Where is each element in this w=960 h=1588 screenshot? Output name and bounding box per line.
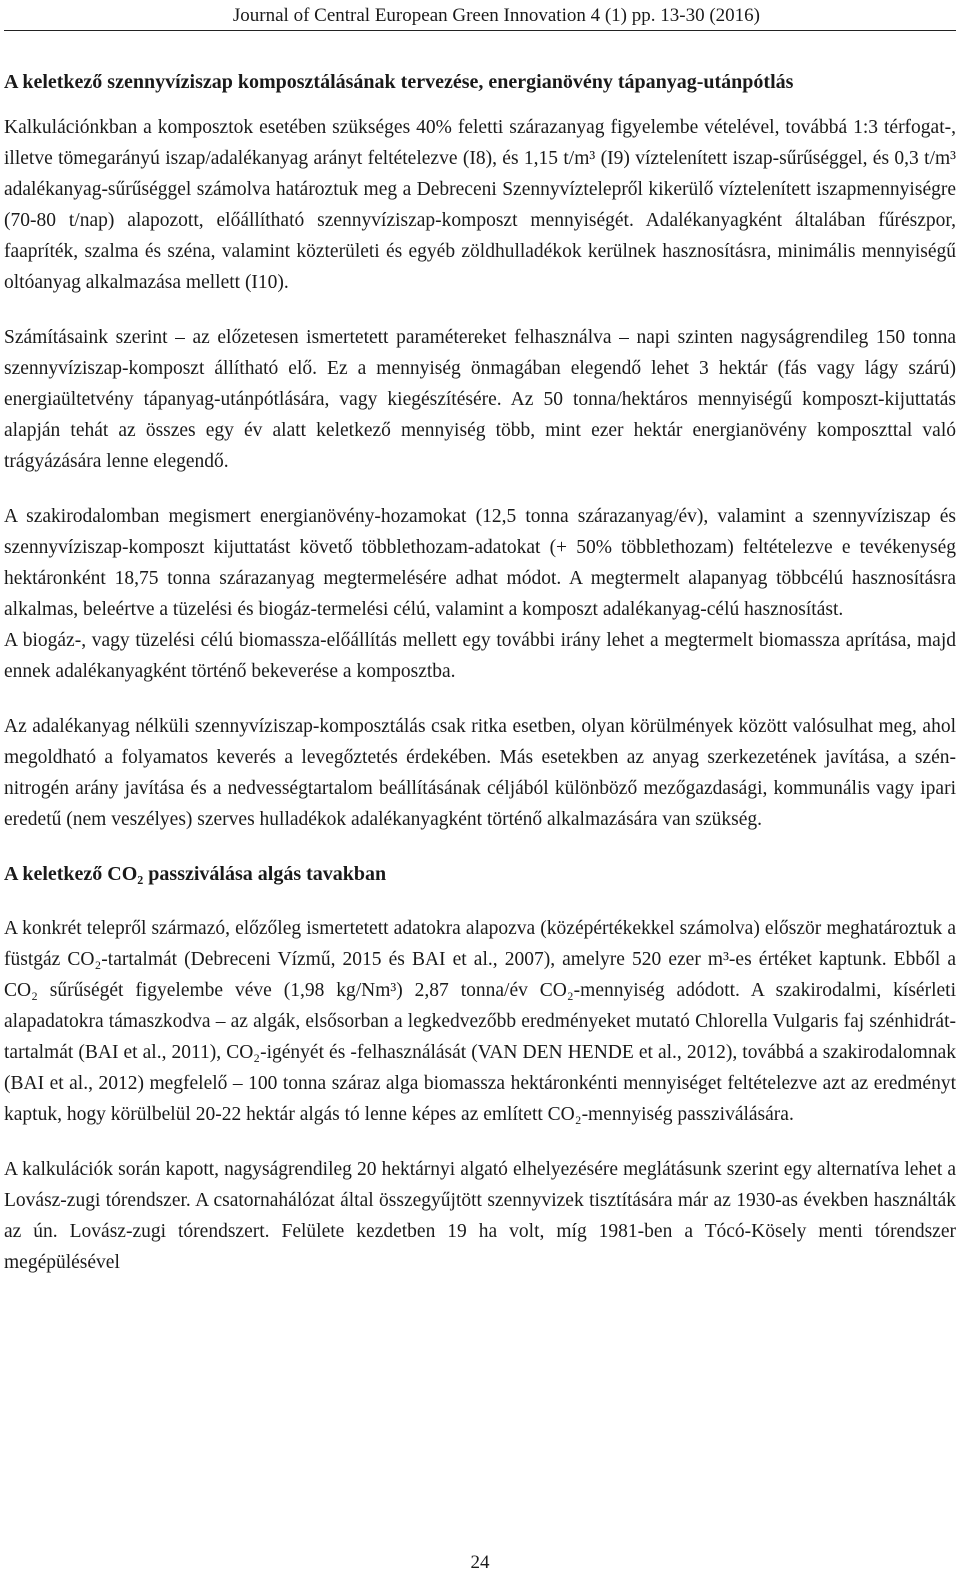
header-rule xyxy=(4,30,956,31)
body-paragraph: Az adalékanyag nélküli szennyvíziszap-komposztálás csak ritka esetben, olyan körülmények között valósulhat meg, ahol megoldható a folyamatos keverés a levegőztetés érdekében. Más esetekben az anyag szerkezetének javítása, a szén-nitrogén arány javítása és a nedvességtartalom beállításának céljából különböző mezőgazdasági, kommunális vagy ipari eredetű (nem veszélyes) szerves hulladékok adalékanyagként történő alkalmazására van szükség. xyxy=(4,716,956,830)
section-heading: A keletkező szennyvíziszap komposztálásának tervezése, energianövény tápanyag-utánpótlás xyxy=(4,71,794,93)
page-body xyxy=(4,67,956,1278)
body-paragraph: Számításaink szerint – az előzetesen ismertetett paramétereket felhasználva – napi szinten nagyságrendileg 150 tonna szennyvíziszap-komposzt állítható elő. Ez a mennyiség önmagában elegendő lehet 3 hektár (fás vagy lágy szárú) energiaültetvény tápanyag-utánpótlására, vagy kiegészítésére. Az 50 tonna/hektáros mennyiségű komposzt-kijuttatás alapján tehát az összes egy év alatt keletkező mennyiség több, mint ezer hektár energianövény komposzttal való trágyázására lenne elegendő. xyxy=(4,327,956,472)
page-number: 24 xyxy=(470,1552,490,1573)
body-paragraph: A konkrét telepről származó, előzőleg ismertetett adatokra alapozva (középértékekkel számolva) először meghatároztuk a füstgáz CO₂-tartalmát (Debreceni Vízmű, 2015 és BAI et al., 2007), amelyre 520 ezer m³-es értéket kaptunk. Ebből a CO₂ sűrűségét figyelembe véve (1,98 kg/Nm³) 2,87 tonna/év CO₂-mennyiség adódott. A szakirodalmi, kísérleti alapadatokra támaszkodva – az algák, elsősorban a legkedvezőbb eredményeket mutató Chlorella Vulgaris faj szénhidrát-tartalmát (BAI et al., 2011), CO₂-igényét és -felhasználását (VAN DEN HENDE et al., 2012), továbbá a szakirodalomnak (BAI et al., 2012) megfelelő – 100 tonna száraz alga biomassza hektáronkénti mennyiséget feltételezve azt az eredményt kaptuk, hogy körülbelül 20-22 hektár algás tó lenne képes az említett CO₂-mennyiség passziválására. xyxy=(4,918,956,1125)
running-header: Journal of Central European Green Innovation 4 (1) pp. 13-30 (2016) xyxy=(232,5,760,26)
body-paragraph: Kalkulációnkban a komposztok esetében szükséges 40% feletti szárazanyag figyelembe vételével, továbbá 1:3 térfogat-, illetve tömegarányú iszap/adalékanyag arányt feltételezve (I8), és 1,15 t/m³ (I9) víztelenített iszap-sűrűséggel, és 0,3 t/m³ adalékanyag-sűrűséggel számolva határoztuk meg a Debreceni Szennyvíztelepről kikerülő víztelenített iszapmennyiségre (70-80 t/nap) alapozott, előállítható szennyvíziszap-komposzt mennyiségét. Adalékanyagként általában fűrészpor, faapríték, szalma és széna, valamint közterületi és egyéb zöldhulladékok kerülnek hasznosításra, minimális mennyiségű oltóanyag alkalmazása mellett (I10). xyxy=(4,117,956,293)
body-paragraph: A biogáz-, vagy tüzelési célú biomassza-előállítás mellett egy további irány lehet a megtermelt biomassza aprítása, majd ennek adalékanyagként történő bekeverése a komposztba. xyxy=(4,630,956,682)
section-heading: A keletkező CO₂ passziválása algás tavakban xyxy=(4,863,387,885)
body-paragraph: A kalkulációk során kapott, nagyságrendileg 20 hektárnyi algató elhelyezésére meglátásunk szerint egy alternatíva lehet a Lovász-zugi tórendszer. A csatornahálózat által összegyűjtött szennyvizek tisztítására már az 1930-as években használták az ún. Lovász-zugi tórendszert. Felülete kezdetben 19 ha volt, míg 1981-ben a Tócó-Kösely menti tórendszer megépülésével xyxy=(4,1159,956,1273)
body-paragraph: A szakirodalomban megismert energianövény-hozamokat (12,5 tonna szárazanyag/év), valamint a szennyvíziszap és szennyvíziszap-komposzt kijuttatást követő többlethozam-adatokat (+ 50% többlethozam) feltételezve e tevékenység hektáronként 18,75 tonna szárazanyag megtermelésére adhat módot. A megtermelt alapanyag többcélú hasznosításra alkalmas, beleértve a tüzelési és biogáz-termelési célú, valamint a komposzt adalékanyag-célú hasznosítást. xyxy=(4,506,956,620)
